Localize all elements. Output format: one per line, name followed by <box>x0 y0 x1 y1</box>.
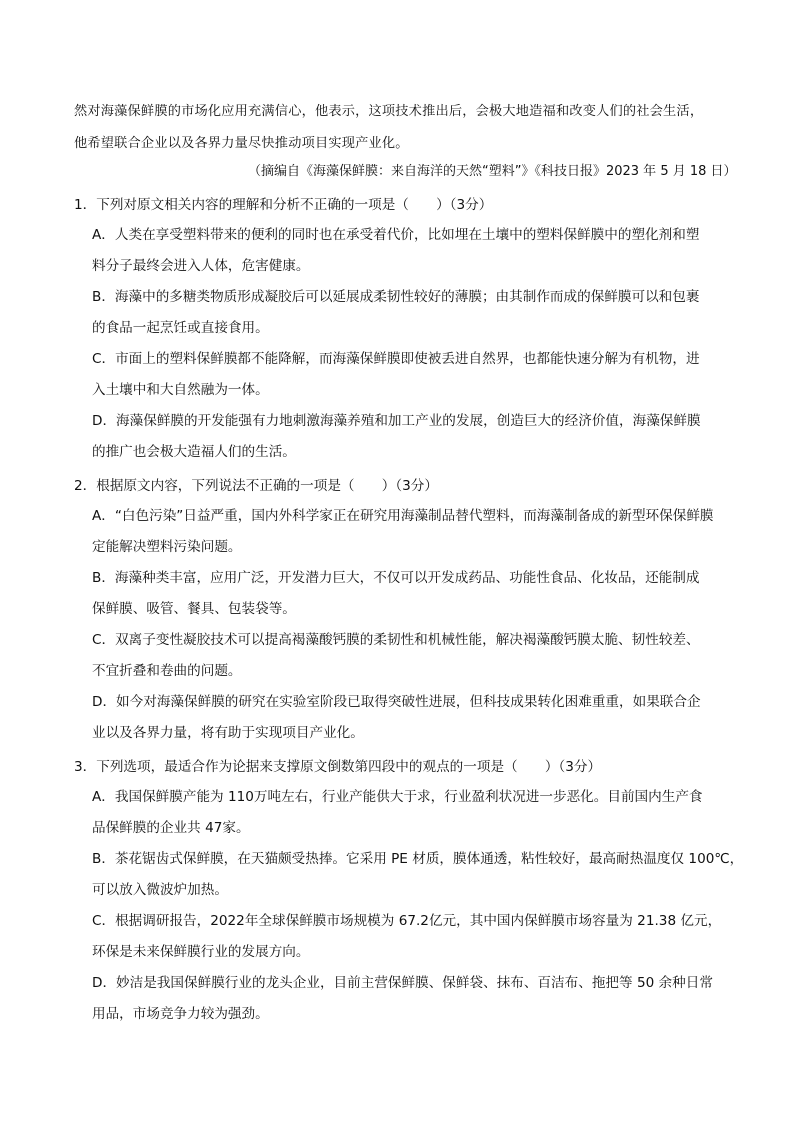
option-line: 不宜折叠和卷曲的问题。 <box>92 663 242 679</box>
option-b <box>92 563 734 625</box>
question-stem: 1．下列对原文相关内容的理解和分析不正确的一项是（ ）（3分） <box>74 197 493 213</box>
option-line: A．人类在享受塑料带来的便利的同时也在承受着代价，比如埋在土壤中的塑料保鲜膜中的塑化剂和塑 <box>92 227 700 243</box>
question-1 <box>74 190 734 468</box>
option-a <box>92 220 734 282</box>
intro-paragraph <box>74 96 734 160</box>
option-line: C．市面上的塑料保鲜膜都不能降解，而海藻保鲜膜即使被丢进自然界，也都能快速分解为有机物，进 <box>92 351 700 367</box>
option-line: D．妙洁是我国保鲜膜行业的龙头企业，目前主营保鲜膜、保鲜袋、抹布、百洁布、拖把等 50 余种日常 <box>92 975 713 991</box>
option-line: 用品，市场竞争力较为强劲。 <box>92 1006 269 1022</box>
option-line: 料分子最终会进入人体，危害健康。 <box>92 258 310 274</box>
option-c <box>92 906 734 968</box>
option-line: 的推广也会极大造福人们的生活。 <box>92 444 296 460</box>
option-line: 环保是未来保鲜膜行业的发展方向。 <box>92 944 310 960</box>
option-b <box>92 844 744 906</box>
intro-line: 然对海藻保鲜膜的市场化应用充满信心，他表示，这项技术推出后，会极大地造福和改变人们的社会生活， <box>74 104 704 119</box>
option-b <box>92 282 734 344</box>
option-line: B．海藻种类丰富，应用广泛，开发潜力巨大，不仅可以开发成药品、功能性食品、化妆品，还能制成 <box>92 570 700 586</box>
question-stem: 2．根据原文内容，下列说法不正确的一项是（ ）（3分） <box>74 478 438 494</box>
option-line: D．如今对海藻保鲜膜的研究在实验室阶段已取得突破性进展，但科技成果转化困难重重，如果联合企 <box>92 694 701 710</box>
option-line: C．根据调研报告，2022年全球保鲜膜市场规模为 67.2亿元，其中国内保鲜膜市场容量为 21.38 亿元， <box>92 913 722 929</box>
option-d <box>92 406 734 468</box>
option-line: B．茶花锯齿式保鲜膜，在天猫颇受热捧。它采用 PE 材质，膜体通透，粘性较好，最高耐热温度仅 100℃， <box>92 851 744 867</box>
option-line: A．我国保鲜膜产能为 110万吨左右，行业产能供大于求，行业盈利状况进一步恶化。目前国内生产食 <box>92 789 703 805</box>
question-2 <box>74 471 734 749</box>
option-c <box>92 625 734 687</box>
option-line: B．海藻中的多糖类物质形成凝胶后可以延展成柔韧性较好的薄膜；由其制作而成的保鲜膜可以和包裹 <box>92 289 700 305</box>
option-line: 入土壤中和大自然融为一体。 <box>92 382 269 398</box>
option-line: C．双离子变性凝胶技术可以提高褐藻酸钙膜的柔韧性和机械性能，解决褐藻酸钙膜太脆、韧性较差、 <box>92 632 700 648</box>
source-citation: （摘编自《海藻保鲜膜：来自海洋的天然“塑料”》《科技日报》2023 年 5 月 18 日） <box>248 164 737 179</box>
option-line: 可以放入微波炉加热。 <box>92 882 228 898</box>
option-line: 业以及各界力量，将有助于实现项目产业化。 <box>92 725 364 741</box>
option-line: 品保鲜膜的企业共 47家。 <box>92 820 250 836</box>
intro-line: 他希望联合企业以及各界力量尽快推动项目实现产业化。 <box>74 136 409 151</box>
question-stem: 3．下列选项，最适合作为论据来支撑原文倒数第四段中的观点的一项是（ ）（3分） <box>74 759 602 775</box>
option-line: D．海藻保鲜膜的开发能强有力地刺激海藻养殖和加工产业的发展，创造巨大的经济价值，海藻保鲜膜 <box>92 413 701 429</box>
option-c <box>92 344 734 406</box>
option-a <box>92 501 734 563</box>
option-d <box>92 968 734 1030</box>
option-a <box>92 782 734 844</box>
option-line: 定能解决塑料污染问题。 <box>92 539 242 555</box>
option-d <box>92 687 734 749</box>
option-line: 保鲜膜、吸管、餐具、包装袋等。 <box>92 601 296 617</box>
option-line: A．“白色污染”日益严重，国内外科学家正在研究用海藻制品替代塑料，而海藻制备成的新型环保保鲜膜 <box>92 508 714 524</box>
question-3 <box>74 752 744 1030</box>
option-line: 的食品一起烹饪或直接食用。 <box>92 320 269 336</box>
